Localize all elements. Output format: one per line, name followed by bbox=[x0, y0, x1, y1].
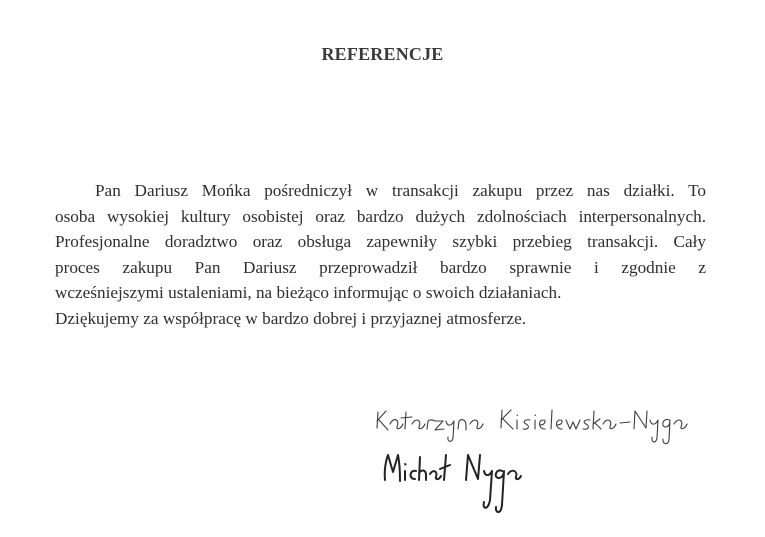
paragraph-line: Profesjonalne doradztwo oraz obsługa zapewniły szybki przebieg transakcji. Cały bbox=[55, 232, 706, 251]
paragraph-line: wcześniejszymi ustaleniami, na bieżąco informując o swoich działaniach. bbox=[55, 283, 562, 302]
document-title: REFERENCJE bbox=[321, 44, 444, 64]
paragraph-line: proces zakupu Pan Dariusz przeprowadził bardzo sprawnie i zgodnie z bbox=[55, 257, 706, 277]
reference-paragraph bbox=[55, 178, 706, 331]
paragraph-line: osoba wysokiej kultury osobistej oraz bardzo dużych zdolnościach interpersonalnych. bbox=[55, 206, 706, 226]
signature-michal bbox=[378, 445, 538, 520]
paragraph-line: Pan Dariusz Mońka pośredniczył w transakcji zakupu przez nas działki. To bbox=[95, 181, 706, 200]
paragraph-line: Dziękujemy za współpracę w bardzo dobrej i przyjaznej atmosferze. bbox=[55, 308, 527, 328]
